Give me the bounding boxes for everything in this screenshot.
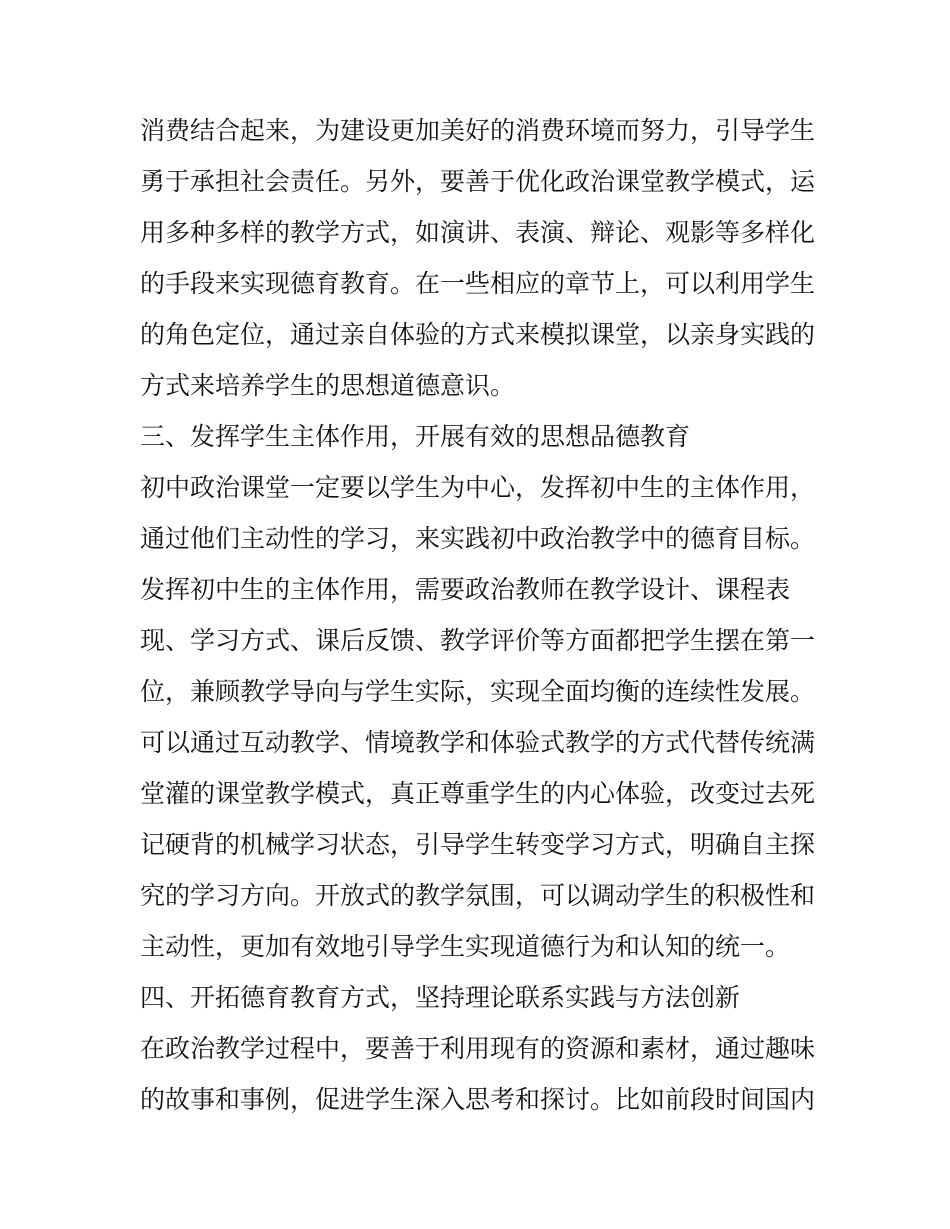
text-line-14: 堂灌的课堂教学模式，真正尊重学生的内心体验，改变过去死 — [140, 779, 816, 808]
text-line-11: 现、学习方式、课后反馈、教学评价等方面都把学生摆在第一 — [140, 626, 816, 655]
section-heading-3: 三、发挥学生主体作用，开展有效的思想品德教育 — [140, 422, 691, 451]
text-line-8: 初中政治课堂一定要以学生为中心，发挥初中生的主体作用， — [140, 473, 816, 502]
text-line-17: 主动性，更加有效地引导学生实现道德行为和认知的统一。 — [140, 932, 791, 961]
text-line-2: 勇于承担社会责任。另外，要善于优化政治课堂教学模式，运 — [140, 167, 816, 196]
text-line-4: 的手段来实现德育教育。在一些相应的章节上，可以利用学生 — [140, 269, 816, 298]
text-line-19: 在政治教学过程中，要善于利用现有的资源和素材，通过趣味 — [140, 1034, 816, 1063]
text-line-12: 位，兼顾教学导向与学生实际，实现全面均衡的连续性发展。 — [140, 677, 816, 706]
text-line-15: 记硬背的机械学习状态，引导学生转变学习方式，明确自主探 — [140, 830, 816, 859]
text-line-16: 究的学习方向。开放式的教学氛围，可以调动学生的积极性和 — [140, 881, 816, 910]
text-line-5: 的角色定位，通过亲自体验的方式来模拟课堂，以亲身实践的 — [140, 320, 816, 349]
text-line-13: 可以通过互动教学、情境教学和体验式教学的方式代替传统满 — [140, 728, 816, 757]
text-line-20: 的故事和事例，促进学生深入思考和探讨。比如前段时间国内 — [140, 1085, 816, 1114]
text-line-6: 方式来培养学生的思想道德意识。 — [140, 371, 516, 400]
text-line-1: 消费结合起来，为建设更加美好的消费环境而努力，引导学生 — [140, 116, 816, 145]
body-text — [140, 105, 830, 1125]
section-heading-4: 四、开拓德育教育方式，坚持理论联系实践与方法创新 — [140, 983, 741, 1012]
text-line-9: 通过他们主动性的学习，来实践初中政治教学中的德育目标。 — [140, 524, 816, 553]
text-line-10: 发挥初中生的主体作用，需要政治教师在教学设计、课程表 — [140, 575, 791, 604]
text-line-3: 用多种多样的教学方式，如演讲、表演、辩论、观影等多样化 — [140, 218, 816, 247]
